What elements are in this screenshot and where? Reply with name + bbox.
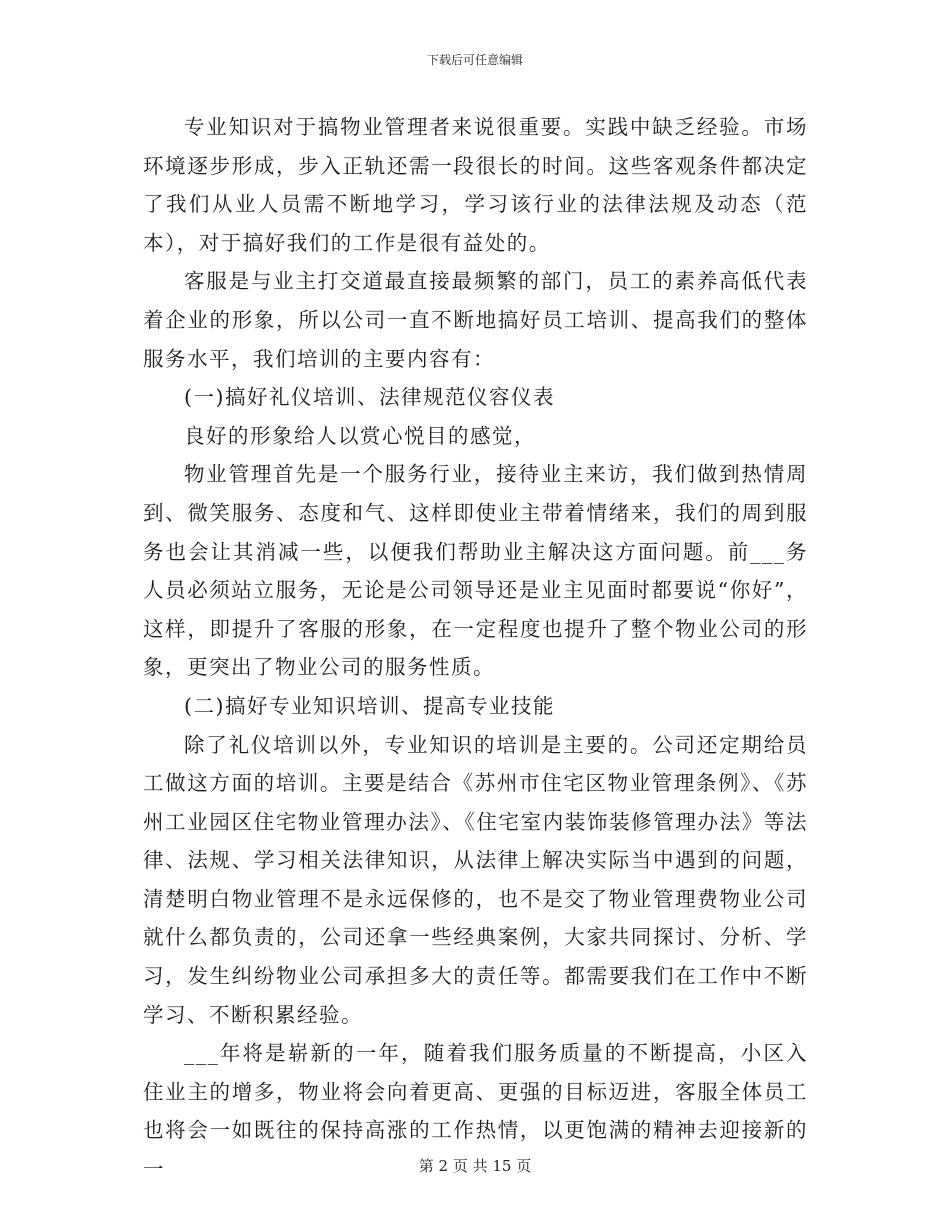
document-body [143,108,808,1189]
page-number: 第 2 页 共 15 页 [418,1157,532,1175]
section-heading-etiquette: (一)搞好礼仪培训、法律规范仪容仪表 [184,385,555,410]
paragraph-training-content: 除了礼仪培训以外，专业知识的培训是主要的。公司还定期给员工做这方面的培训。主要是结合《苏州市住宅区物业管理条例》、《苏州工业园区住宅物业管理办法》、《住宅室内装饰装修管理办法》等法律、法规、学习相关法律知识，从法律上解决实际当中遇到的问题，清楚明白物业管理不是永远保修的，也不是交了物业管理费物业公司就什么都负责的，公司还拿一些经典案例，大家共同探讨、分析、学习，发生纠纷物业公司承担多大的责任等。都需要我们在工作中不断学习、不断积累经验。 [143,732,808,1027]
page-header-note: 下载后可任意编辑 [426,53,523,67]
section-heading-professional-skills: (二)搞好专业知识培训、提高专业技能 [184,693,555,718]
paragraph-service-industry: 物业管理首先是一个服务行业，接待业主来访，我们做到热情周到、微笑服务、态度和气、这样即使业主带着情绪来，我们的周到服务也会让其消减一些，以便我们帮助业主解决这方面问题。前___务人员必须站立服务，无论是公司领导还是业主见面时都要说“你好”，这样，即提升了客服的形象，在一定程度也提升了整个物业公司的形象，更突出了物业公司的服务性质。 [143,462,808,680]
paragraph-professional-knowledge: 专业知识对于搞物业管理者来说很重要。实践中缺乏经验。市场环境逐步形成，步入正轨还需一段很长的时间。这些客观条件都决定了我们从业人员需不断地学习，学习该行业的法律法规及动态（范本），对于搞好我们的工作是很有益处的。 [143,115,808,255]
paragraph-good-image: 良好的形象给人以赏心悦目的感觉， [184,423,536,448]
paragraph-new-year: ___年将是崭新的一年，随着我们服务质量的不断提高，小区入住业主的增多，物业将会向着更高、更强的目标迈进，客服全体员工也将会一如既往的保持高涨的工作热情，以更饱满的精神去迎接新的一 [143,1041,808,1182]
paragraph-customer-service: 客服是与业主打交道最直接最频繁的部门，员工的素养高低代表着企业的形象，所以公司一直不断地搞好员工培训、提高我们的整体服务水平，我们培训的主要内容有： [143,269,808,371]
